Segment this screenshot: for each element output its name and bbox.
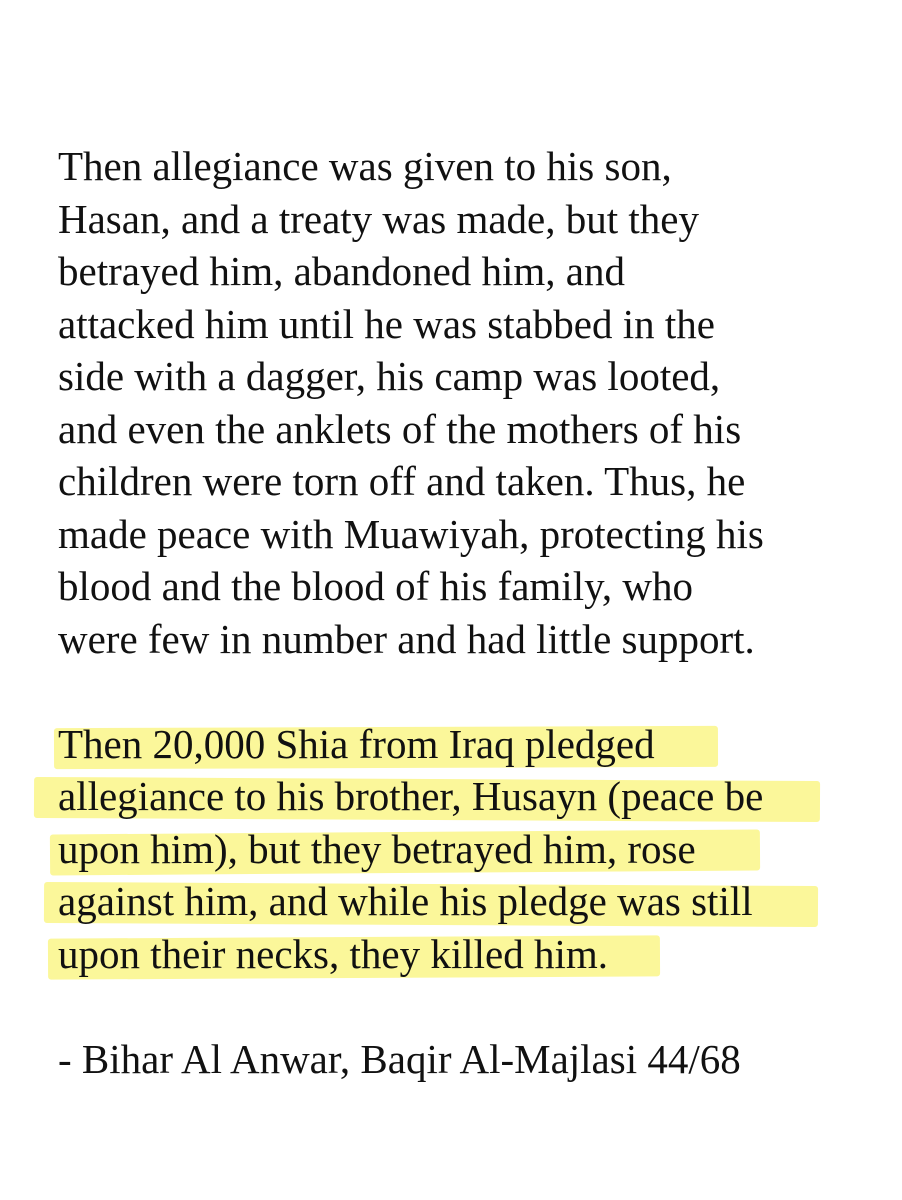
highlighted-line: upon him), but they betrayed him, rose — [58, 823, 858, 876]
paragraph-2-highlighted — [58, 718, 858, 981]
highlighted-line: upon their necks, they killed him. — [58, 928, 858, 981]
text-line: Then allegiance was given to his son, — [58, 143, 672, 189]
highlighted-line: allegiance to his brother, Husayn (peace be — [58, 770, 858, 823]
paragraph-spacer — [58, 980, 858, 1033]
paragraph-spacer — [58, 665, 858, 718]
text-line: blood and the blood of his family, who — [58, 563, 694, 609]
text-line: and even the anklets of the mothers of his — [58, 405, 742, 452]
text-line: betrayed him, abandoned him, and — [58, 248, 625, 294]
highlighted-line: Then 20,000 Shia from Iraq pledged — [58, 718, 858, 771]
text-line: Hasan, and a treaty was made, but they — [58, 195, 699, 242]
highlighted-line: against him, and while his pledge was still — [58, 875, 858, 928]
text-block — [58, 140, 858, 1085]
text-line: side with a dagger, his camp was looted, — [58, 353, 721, 399]
citation: - Bihar Al Anwar, Baqir Al-Majlasi 44/68 — [58, 1035, 741, 1082]
paragraph-1 — [58, 140, 858, 665]
text-line: were few in number and had little support. — [58, 615, 755, 662]
text-line: attacked him until he was stabbed in the — [58, 300, 715, 347]
text-line: made peace with Muawiyah, protecting his — [58, 510, 764, 557]
text-line: children were torn off and taken. Thus, he — [58, 458, 746, 504]
